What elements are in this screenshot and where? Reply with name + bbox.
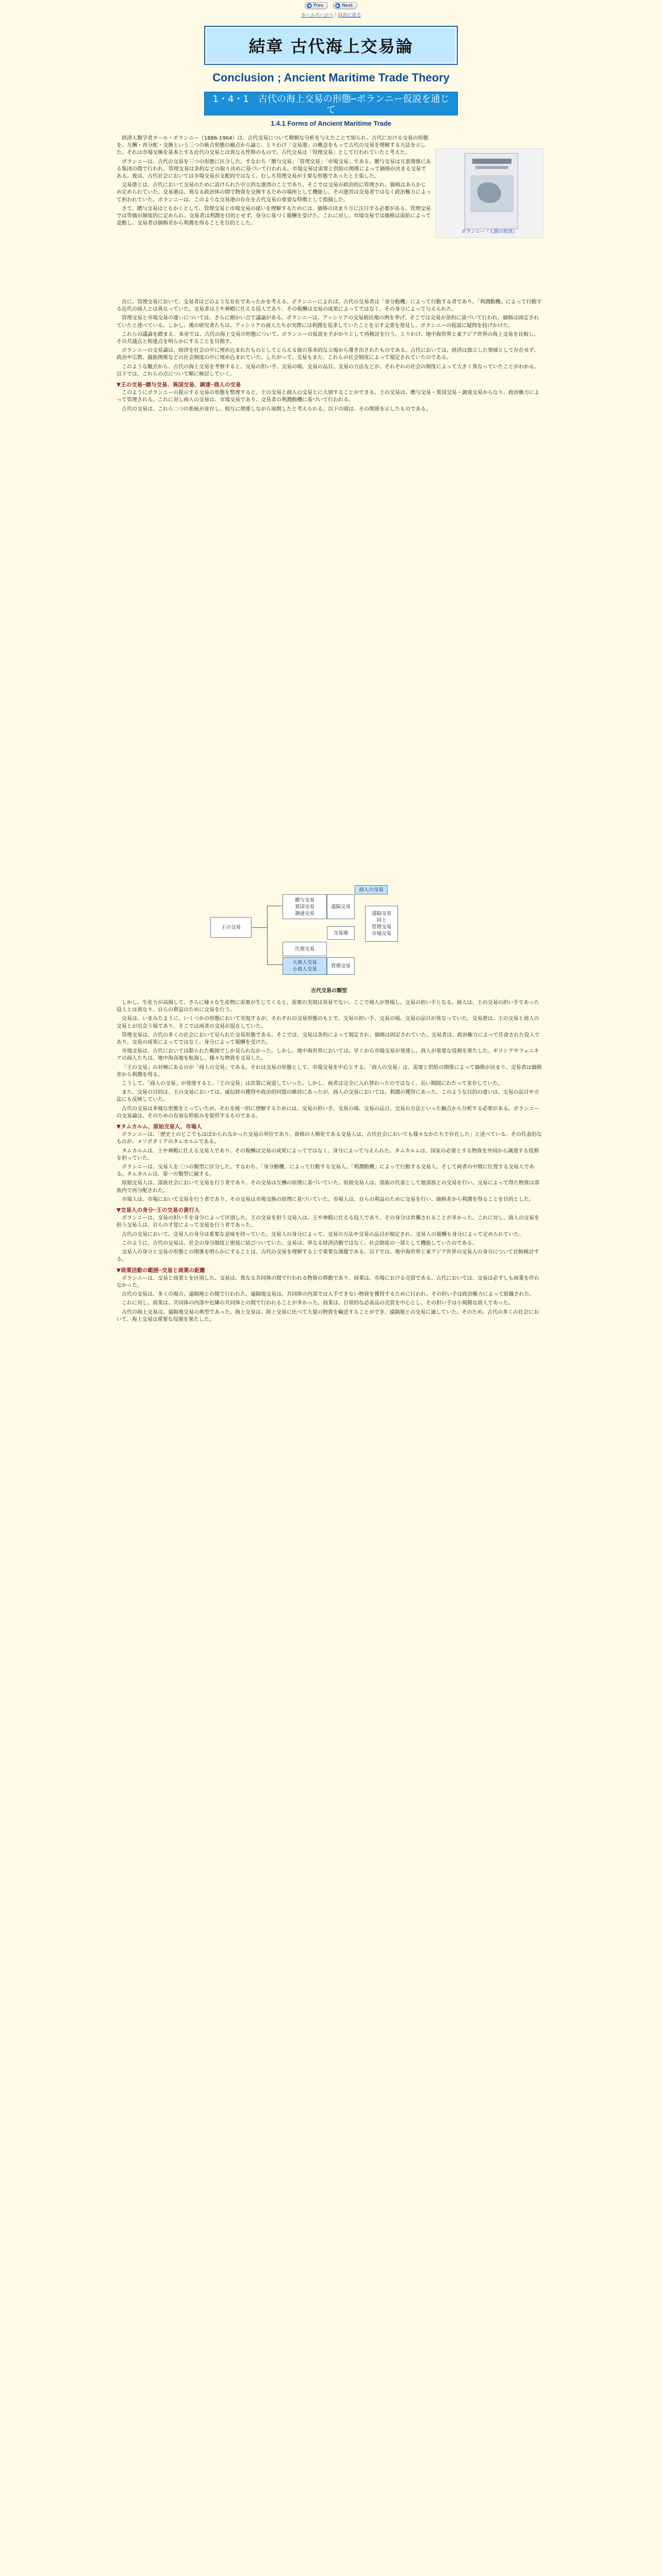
- heading-commerce-range: ▼商業活動の範囲─交易と商業の距離: [117, 1267, 205, 1274]
- paragraph: こうして、「商人の交易」が発達すると、「王の交易」は次第に衰退していった。しかし、両者は完全に入れ替わったのではなく、長い期間にわたって並存していた。: [122, 1081, 503, 1087]
- section-title-line2: て: [326, 105, 336, 115]
- prev-label: Prev: [313, 3, 324, 8]
- paragraph: 交易は、いまみたように、いくつかの形態において実現するが、それぞれの交易形態のもとで、交易の担い手、交易の場、交易の品目が異なっていた。交易港は、王の交易と商人の交易とが出会う場であり、そこでは両者の交易が混在していた。: [117, 1016, 539, 1029]
- paragraph: これに対し、商業は、共同体の内部や近隣の共同体との間で行われることが多かった。商業は、日常的な必需品の売買を中心とし、その担い手は小規模な商人であった。: [122, 1300, 514, 1307]
- body-block-a: [117, 135, 431, 229]
- arrow-left-icon: ◀: [307, 3, 312, 8]
- nav-separator: ｜: [333, 13, 338, 18]
- diagram-port-of-trade: 交易港: [327, 926, 355, 940]
- paragraph: このようにポランニーの提示する交易の形態を整理すると、王の交易と商人の交易とに大別することができる。王の交易は、贈与交易・異国交易・調達交易からなり、政治権力によって管理される。これに対し商人の交易は、市場交易であり、交易者の利潤動機に基づいて行われる。: [117, 390, 539, 403]
- book-cover: [465, 153, 518, 229]
- section-title-line1: 1・4・1 古代の海上交易の形態─ポランニー仮説を通じ: [212, 94, 450, 105]
- paragraph: ポランニーは、「歴史上のどこでもはばかられなかった交易の単位であり、資格の人格化である交易人は、古代社会においても様々なかたちで存在した」と述べている。その代表的なものが、メソポタミアのタムカルムである。: [117, 1132, 542, 1145]
- diagram-managed-trade: 管理交易: [327, 957, 355, 975]
- diagram-merchants-trade: 商人の交易: [355, 885, 388, 894]
- book-cover-image[interactable]: [435, 148, 543, 238]
- paragraph: ポランニーは、交易の担い手を身分によって区別した。王の交易を担う交易人は、王や神殿に仕える役人であり、その身分は世襲されることが多かった。これに対し、商人の交易を担う交易人は、自らの才覚によって交易を行う者であった。: [117, 1215, 539, 1229]
- diagram-kings-trade: 王の交易: [210, 917, 252, 938]
- heading-trader-status: ▼交易人の身分─王の交易の黄行人: [117, 1207, 200, 1214]
- paragraph: 「王の交易」の対極にあるのが「商人の交易」である。それは交易の形態として、市場交易を中心とする。「商人の交易」は、需要と供給の関係によって価格が決まり、交易者は価格差から利潤を得る。: [117, 1064, 542, 1078]
- section-title-box: [204, 92, 458, 115]
- paragraph: タムカルムは、王や神殿に仕える交易人であり、その報酬は交易の成果によってではなく、身分によって与えられた。タムカルムは、国家の必要とする物資を外国から調達する役割を担っていた。: [117, 1148, 539, 1161]
- trade-types-diagram: [190, 885, 468, 993]
- paragraph: 交易人の身分と交易の形態との関係を明らかにすることは、古代の交易を理解する上で重要な課題である。以下では、地中海世界と東アジア世界の交易人の身分について比較検討する。: [117, 1249, 539, 1263]
- paragraph: 古代の交易において、交易人の身分は重要な意味を持っていた。交易人の身分によって、交易の方法や交易の品目が規定され、交易人の報酬も身分によって定められていた。: [122, 1231, 524, 1238]
- paragraph: さて、贈与交易はともかくとして、管理交易と市場交易の違いを理解するためには、価格の決まり方に注目する必要がある。管理交易では等価が制度的に定められ、交易者は利潤を目的とせず、身分に基づく報酬を受けた。これに対し、市場交易では価格は需給によって変動し、交易者は価格差から利潤を得ることを目的とした。: [117, 206, 431, 227]
- paragraph: 経済人類学者カール・ポランニー（1886-1964）は、古代交易について精細な分析を与えたことで知られ、古代における交易の形態を、互酬・再分配・交換という三つの統合形態の観点から論じ、とりわけ「交易港」の概念をもって古代の交易を理解する方法を示した。それは市場交換を基本とする近代の交易とは異なる性格のもので、古代交易は「管理交易」として行われていたと考えた。: [117, 135, 428, 156]
- diagram-agent-trade: 代理交易: [283, 942, 327, 956]
- nav-links: [301, 11, 361, 18]
- diagram-caption: 古代交易の類型: [311, 988, 347, 994]
- paragraph: 交易港とは、古代において交易のために設けられた中立的な港湾のことであり、そこでは交易が政治的に管理され、価格はあらかじめ定められていた。交易港は、異なる政治体の間で物資を交換するための場所として機能し、その運営は交易者ではなく政治権力によって担われていた。ポランニーは、このような交易港の存在を古代交易の重要な特徴として指摘した。: [117, 182, 431, 203]
- body-block-c: [117, 999, 543, 1325]
- page-subtitle: Conclusion ; Ancient Maritime Trade Theory: [212, 71, 450, 84]
- paragraph: 管理交易は、古代の多くの社会において見られた交易形態である。そこでは、交易は条約によって規定され、価格は固定されていた。交易者は、政治権力によって任命された役人であり、交易の成果によってではなく、身分によって報酬を受けた。: [117, 1032, 540, 1046]
- paragraph: このように、古代の交易は、社会の身分制度と密接に結びついていた。交易は、単なる経済活動ではなく、社会制度の一部として機能していたのである。: [122, 1240, 477, 1246]
- paragraph: これらの議論を踏まえ、本章では、古代の海上交易の形態について、ポランニーの仮説を手がかりとして再検討を行う。とりわけ、地中海世界と東アジア世界の海上交易を比較し、その共通点と相違点を明らかにすることを目指す。: [117, 331, 539, 345]
- paragraph: 管理交易と市場交易の違いについては、さらに細かい点で議論がある。ポランニーは、アッシリアの交易植民地の例を挙げ、そこでは交易が条約に基づいて行われ、価格は固定されていたと述べている。しかし、後の研究者たちは、アッシリアの商人たちが実際には利潤を追求していたことを示す文書を発見し、ポランニーの仮説に疑問を投げかけた。: [117, 315, 539, 329]
- paragraph: 古代の交易は、多くの場合、遠隔地との間で行われた。遠隔地交易は、共同体の内部では入手できない物資を獲得するために行われ、その担い手は政治権力によって組織された。: [122, 1292, 535, 1298]
- title-box: [204, 26, 458, 65]
- paragraph: このような観点から、古代の海上交易を考察すると、交易の担い手、交易の場、交易の品目、交易の方法などが、それぞれの社会の制度によって大きく異なっていたことがわかる。以下では、これらの点について順に検討していく。: [117, 364, 539, 377]
- paragraph: 原始交易人は、部族社会において交易を行う者であり、その交易は互酬の原理に基づいていた。原始交易人は、部族の代表として他部族との交易を行い、交易によって得た物資は部族内で再分配された。: [117, 1180, 539, 1194]
- index-link[interactable]: 目次に戻る: [338, 13, 361, 18]
- arrow-right-icon: ▶: [335, 3, 340, 8]
- diagram-merchant-trade: 大商人交易 小商人交易: [283, 957, 327, 975]
- next-label: Next: [342, 3, 353, 8]
- paragraph: また、交易の目的は、王の交易においては、威信財の獲得や政治的同盟の維持にあったが、商人の交易においては、利潤の獲得にあった。このような目的の違いは、交易の品目や方法にも反映していた。: [117, 1090, 539, 1103]
- paragraph: ポランニーは、交易人を三つの類型に区分した。すなわち、「身分動機」によって行動する交易人、「利潤動機」によって行動する交易人、そして両者の中間に位置する交易人である。タムカルムは、第一の類型に属する。: [117, 1164, 534, 1178]
- paragraph: しかし、生産力が高揚して、さらに様々な生産物に需要が生じてくると、需要の実現は容易でない。ここで商人が登場し、交易の担い手となる。商人は、王の交易の担い手であった役人とは異なり、自らの利益のために交易を行う。: [117, 1000, 539, 1013]
- diagram-long-distance: 遠隔交易: [327, 894, 355, 919]
- heading-kings-trade: ▼王の交易─贈与交易、異国交易、調達─商人の交易: [117, 382, 241, 388]
- body-block-a2: [117, 299, 543, 415]
- paragraph: ポランニーの交易論は、経済を社会の中に埋め込まれたものとしてとらえる彼の基本的な立場から導き出されたものである。古代においては、経済は独立した領域として存在せず、政治や宗教、親族関係などの社会制度の中に埋め込まれていた。したがって、交易もまた、これらの社会制度によって規定されていたのである。: [117, 348, 539, 361]
- paragraph: 古代の交易は多様な形態をとっていたが、それを統一的に理解するためには、交易の担い手、交易の場、交易の品目、交易の方法といった観点から分析する必要がある。ポランニーの交易論は、そのための有効な枠組みを提供するものである。: [117, 1106, 539, 1119]
- heading-tamkarum: ▼タムカルム、原始交易人、市場人: [117, 1124, 202, 1130]
- paragraph: 古代の交易は、これら二つの系統が並存し、相互に関係しながら展開したと考えられる。以下の図は、その関係を示したものである。: [122, 406, 431, 412]
- paragraph: ポランニーは、交易と商業とを区別した。交易は、異なる共同体の間で行われる物資の移動であり、商業は、市場における売買である。古代においては、交易は必ずしも商業を伴わなかった。: [117, 1275, 539, 1289]
- paragraph: 市場交易は、古代においては限られた範囲でしか見られなかった。しかし、地中海世界においては、早くから市場交易が発達し、商人が重要な役割を果たした。ギリシアやフェニキアの商人たちは、地中海各地を航海し、様々な物資を交易した。: [117, 1048, 539, 1062]
- book-caption[interactable]: ポランニー『人間の経済』: [461, 229, 517, 234]
- paragraph: 古代の海上交易は、遠隔地交易の典型であった。海上交易は、陸上交易に比べて大量の物資を輸送することができ、遠隔地との交易に適していた。そのため、古代の多くの社会において、海上交易は重要な役割を果たした。: [117, 1309, 539, 1323]
- paragraph: ポランニーは、古代の交易を三つの形態に区分した。すなわち「贈与交易」「管理交易」「市場交易」である。贈与交易は互恵関係にある集団の間で行われ、管理交易は条約などの取り決めに基づいて行われる。市場交易は需要と供給の関係によって価格が決まる交易である。彼は、古代社会においては市場交易が支配的ではなく、むしろ管理交易が主要な形態であったと主張した。: [117, 159, 431, 180]
- page-title: 結章 古代海上交易論: [249, 37, 413, 56]
- next-button[interactable]: [333, 2, 357, 9]
- section-english-title: 1.4.1 Forms of Ancient Maritime Trade: [270, 120, 392, 127]
- paragraph: 次に、管理交易において、交易者はどのような存在であったかを考える。ポランニーによれば、古代の交易者は「身分動機」によって行動する者であり、「利潤動機」によって行動する近代の商人とは異なっていた。交易者は王や神殿に仕える役人であり、その報酬は交易の成果によってではなく、その身分によって与えられた。: [117, 299, 542, 313]
- diagram-merchant-types: 遠隔交易 同上 管理交易 市場交易: [365, 906, 398, 942]
- prev-button[interactable]: [305, 2, 328, 9]
- home-link[interactable]: ホームページへ: [301, 13, 334, 18]
- top-nav: [0, 0, 662, 23]
- paragraph: 市場人は、市場において交易を行う者であり、その交易は市場交換の原理に基づいていた。市場人は、自らの利益のために交易を行い、価格差から利潤を得ることを目的とした。: [122, 1196, 534, 1202]
- diagram-gift-trade: 贈与交易 異国交易 調達交易: [283, 894, 327, 919]
